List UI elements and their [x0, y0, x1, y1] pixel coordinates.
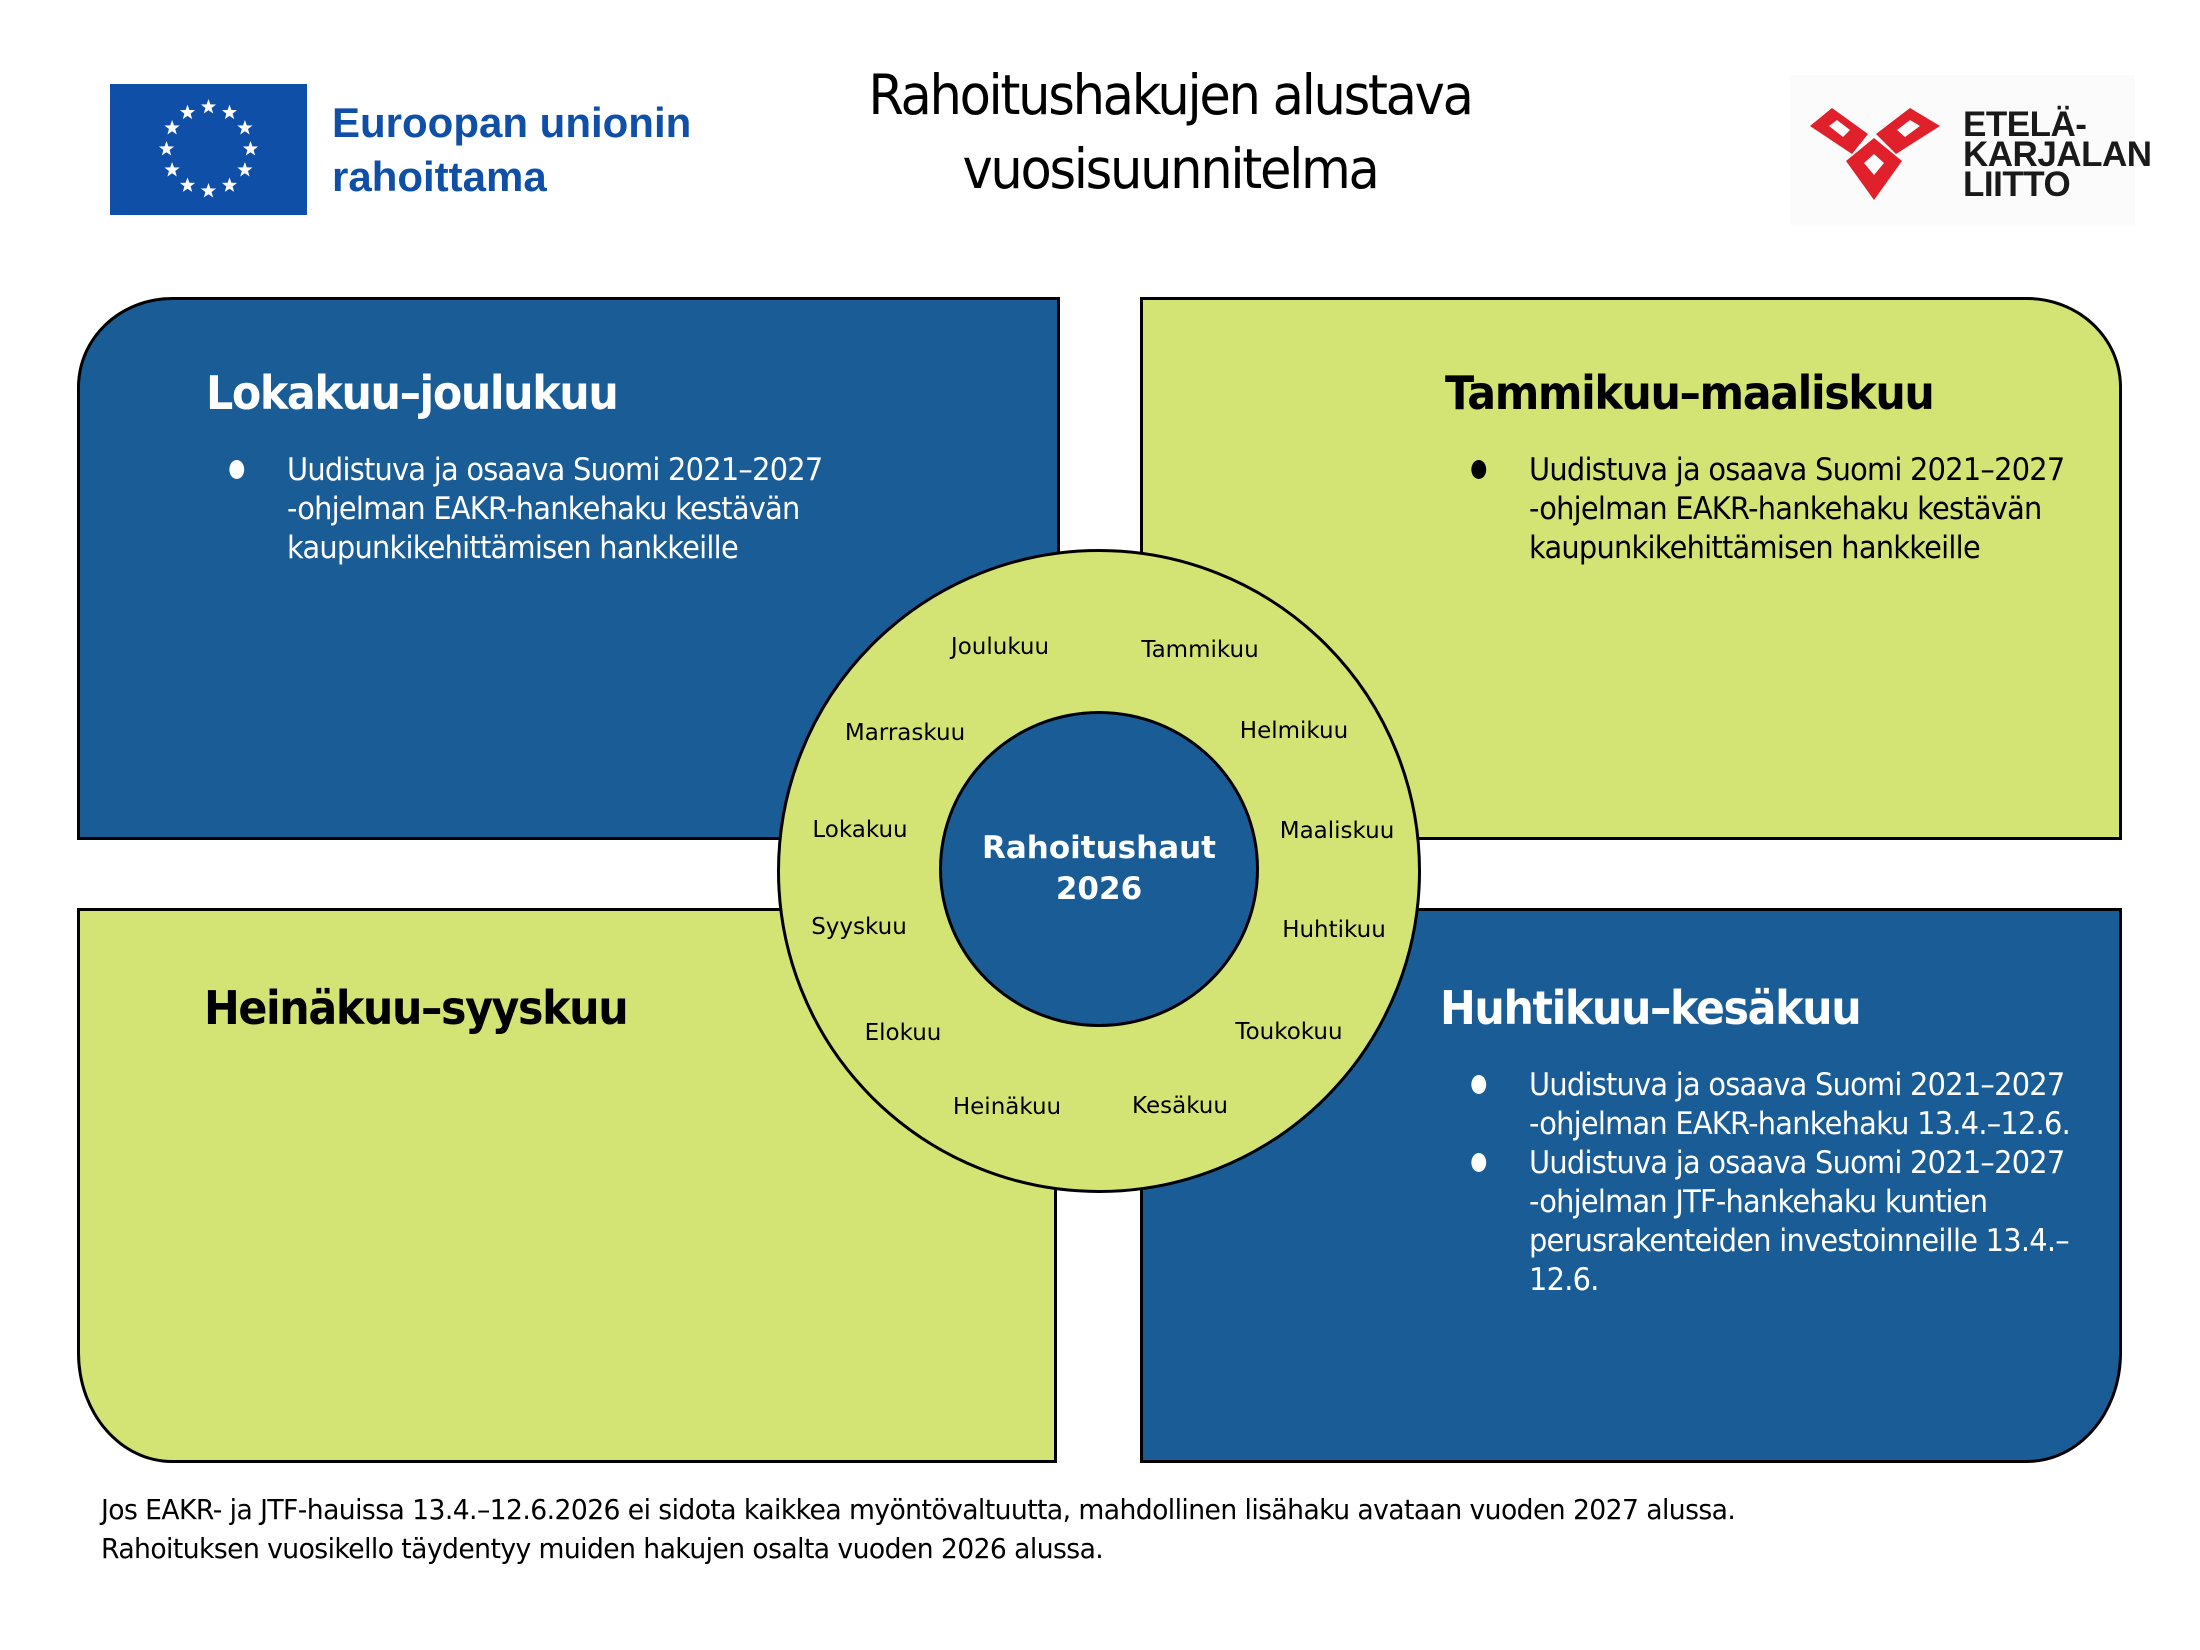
month-label-october: Lokakuu	[812, 817, 908, 843]
organization-logo	[1790, 75, 2152, 225]
quadrant-item-list	[1529, 1066, 2070, 1300]
list-item-line: Uudistuva ja osaava Suomi 2021–2027	[1529, 1145, 2065, 1181]
month-label-april: Huhtikuu	[1282, 917, 1386, 943]
wheel-center-label	[939, 828, 1259, 910]
list-item-line: Uudistuva ja osaava Suomi 2021–2027	[1529, 1067, 2065, 1103]
bullet-icon	[229, 460, 244, 479]
page-title-line1: Rahoitushakujen alustava	[868, 63, 1472, 127]
month-label-march: Maaliskuu	[1279, 818, 1395, 844]
list-item-line: -ohjelman EAKR-hankehaku kestävän	[1529, 491, 2042, 527]
eu-funding-label-line1: Euroopan unionin	[332, 99, 692, 146]
month-label-may: Toukokuu	[1235, 1019, 1343, 1045]
page-title	[789, 58, 1552, 206]
quadrant-item-list	[287, 451, 822, 568]
list-item-line: perusrakenteiden investoinneille 13.4.–	[1529, 1223, 2069, 1259]
bullet-icon	[1471, 1153, 1486, 1172]
month-label-june: Kesäkuu	[1132, 1093, 1228, 1119]
etela-karjalan-liitto-logo-icon	[1810, 108, 1940, 200]
organization-name-line2: KARJALAN	[1963, 135, 2152, 174]
month-label-december: Joulukuu	[950, 634, 1050, 660]
list-item-line: 12.6.	[1529, 1262, 1599, 1298]
list-item	[287, 451, 822, 568]
month-label-september: Syyskuu	[811, 914, 907, 940]
wheel-center-label-line1: Rahoitushaut	[982, 830, 1216, 866]
list-item	[1529, 1144, 2070, 1300]
footer-note-line1: Jos EAKR- ja JTF-hauissa 13.4.–12.6.2026 ei sidota kaikkea myöntövaltuutta, mahdollinen lisähaku avataan vuoden 2027 alussa.	[101, 1493, 1736, 1526]
bullet-icon	[1471, 460, 1486, 479]
list-item-line: kaupunkikehittämisen hankkeille	[287, 530, 738, 566]
list-item	[1529, 451, 2064, 568]
eu-funding-label	[332, 96, 691, 204]
organization-name-line3: LIITTO	[1963, 165, 2071, 204]
list-item-line: kaupunkikehittämisen hankkeille	[1529, 530, 1980, 566]
month-label-november: Marraskuu	[844, 720, 966, 746]
eu-funding-label-line2: rahoittama	[332, 153, 547, 200]
list-item	[1529, 1066, 2070, 1144]
month-label-august: Elokuu	[864, 1020, 942, 1046]
quadrant-heading: Lokakuu–joulukuu	[206, 366, 618, 420]
page-title-line2: vuosisuunnitelma	[962, 137, 1378, 201]
list-item-line: -ohjelman JTF-hankehaku kuntien	[1529, 1184, 1988, 1220]
month-label-july: Heinäkuu	[952, 1094, 1062, 1120]
list-item-line: -ohjelman EAKR-hankehaku 13.4.–12.6.	[1529, 1106, 2071, 1142]
wheel-center-label-line2: 2026	[1055, 871, 1143, 907]
quadrant-heading: Heinäkuu–syyskuu	[204, 981, 628, 1035]
organization-name-line1: ETELÄ-	[1963, 105, 2087, 144]
bullet-icon	[1471, 1075, 1486, 1094]
month-label-january: Tammikuu	[1141, 637, 1259, 663]
list-item-line: Uudistuva ja osaava Suomi 2021–2027	[287, 452, 823, 488]
eu-flag	[110, 84, 307, 215]
quadrant-heading: Huhtikuu–kesäkuu	[1440, 981, 1861, 1035]
list-item-line: Uudistuva ja osaava Suomi 2021–2027	[1529, 452, 2065, 488]
organization-name	[1963, 105, 2152, 204]
eu-flag-icon	[110, 84, 307, 215]
list-item-line: -ohjelman EAKR-hankehaku kestävän	[287, 491, 800, 527]
footer-note-line2: Rahoituksen vuosikello täydentyy muiden hakujen osalta vuoden 2026 alussa.	[101, 1532, 1104, 1565]
quadrant-heading: Tammikuu–maaliskuu	[1445, 366, 1934, 420]
quadrant-item-list	[1529, 451, 2064, 568]
month-label-february: Helmikuu	[1239, 718, 1349, 744]
footer-note	[101, 1490, 1735, 1568]
